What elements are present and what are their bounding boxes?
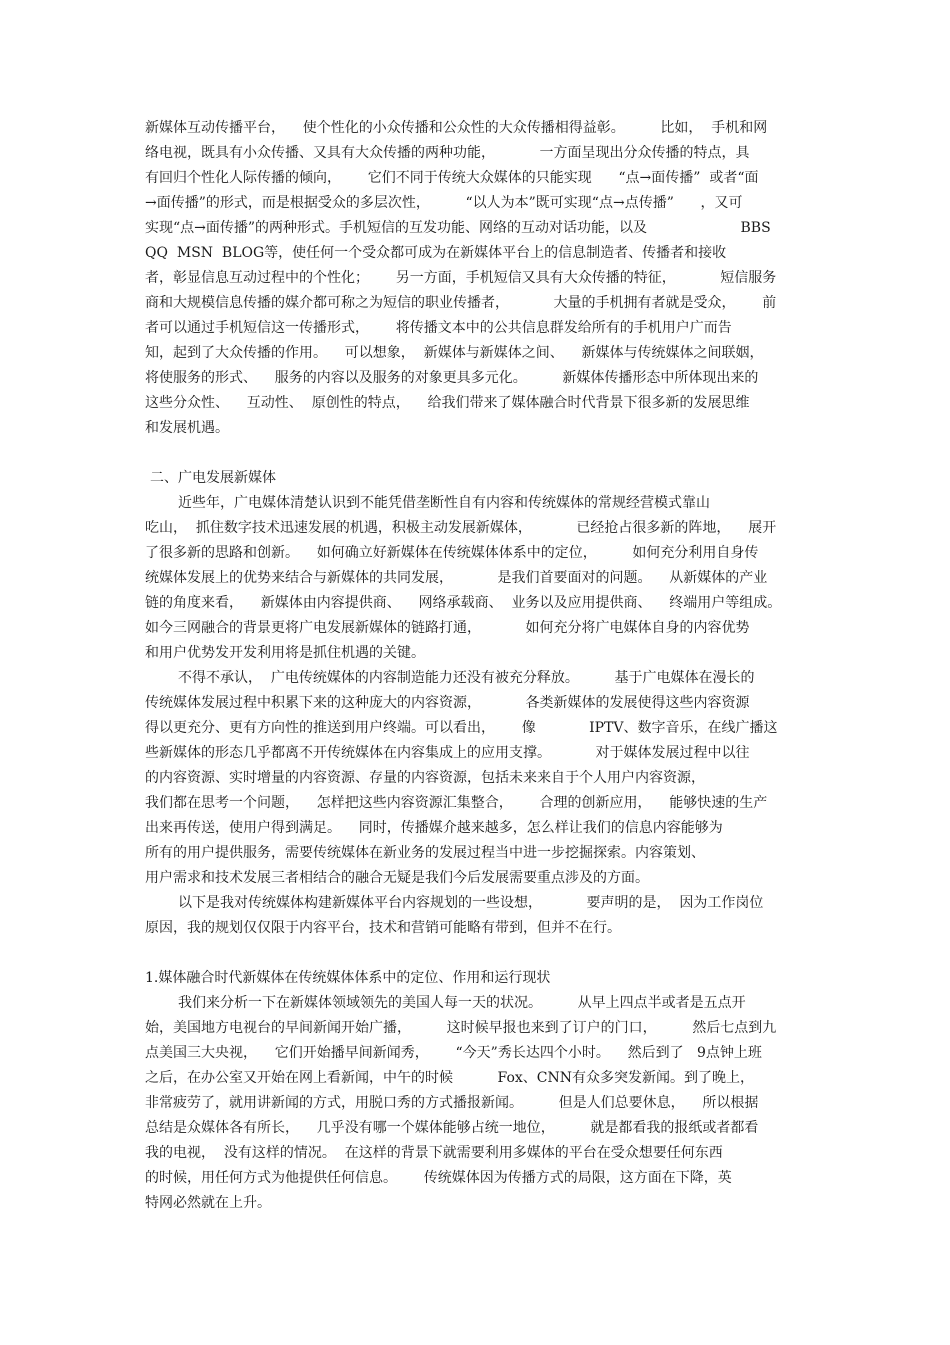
text-line: 了很多新的思路和创新。 如何确立好新媒体在传统媒体体系中的定位， 如何充分利用自身传 xyxy=(145,545,759,561)
text-line: 之后，在办公室又开始在网上看新闻，中午的时候 Fox、CNN有众多突发新闻。到了晚上， xyxy=(145,1070,754,1086)
text-line: 原因，我的规划仅仅限于内容平台，技术和营销可能略有带到，但并不在行。 xyxy=(145,920,621,936)
subsection-heading: 1.媒体融合时代新媒体在传统媒体体系中的定位、作用和运行现状 xyxy=(145,970,551,986)
text-line: 传统媒体发展过程中积累下来的这种庞大的内容资源， 各类新媒体的发展使得这些内容资源 xyxy=(145,695,750,711)
text-line: 得以更充分、更有方向性的推送到用户终端。可以看出， 像 IPTV、数字音乐，在线广播这 xyxy=(145,720,778,736)
text-line: 商和大规模信息传播的媒介都可称之为短信的职业传播者， 大量的手机拥有者就是受众， 前 xyxy=(145,295,777,311)
text-line: 始，美国地方电视台的早间新闻开始广播， 这时候早报也来到了订户的门口， 然后七点到九 xyxy=(145,1020,777,1036)
text-line: 出来再传送，使用户得到满足。 同时，传播媒介越来越多，怎么样让我们的信息内容能够为 xyxy=(145,820,723,836)
section-heading: 二、广电发展新媒体 xyxy=(150,470,276,486)
text-line: 所有的用户提供服务，需要传统媒体在新业务的发展过程当中进一步挖掘探索。内容策划、 xyxy=(145,845,705,861)
text-line: QQ MSN BLOG等，使任何一个受众都可成为在新媒体平台上的信息制造者、传播者和接收 xyxy=(145,245,727,261)
text-line: 些新媒体的形态几乎都离不开传统媒体在内容集成上的应用支撑。 对于媒体发展过程中以往 xyxy=(145,745,750,761)
text-line: 者可以通过手机短信这一传播形式， 将传播文本中的公共信息群发给所有的手机用户广而告 xyxy=(145,320,732,336)
text-line: 者，彰显信息互动过程中的个性化； 另一方面，手机短信又具有大众传播的特征， 短信服务 xyxy=(145,270,777,286)
text-line: →面传播”的形式，而是根据受众的多层次性， “以人为本”既可实现“点→点传播” ，又可 xyxy=(145,195,743,211)
text-line: 以下是我对传统媒体构建新媒体平台内容规划的一些设想， 要声明的是， 因为工作岗位 xyxy=(178,895,764,911)
text-line: 用户需求和技术发展三者相结合的融合无疑是我们今后发展需要重点涉及的方面。 xyxy=(145,870,649,886)
text-line: 总结是众媒体各有所长， 几乎没有哪一个媒体能够占统一地位， 就是都看我的报纸或者都看 xyxy=(145,1120,759,1136)
text-line: 络电视，既具有小众传播、又具有大众传播的两种功能， 一方面呈现出分众传播的特点，具 xyxy=(145,145,750,161)
text-line: 实现“点→面传播”的两种形式。手机短信的互发功能、网络的互动对话功能，以及 BBS xyxy=(145,220,771,236)
text-line: 有回归个性化人际传播的倾向， 它们不同于传统大众媒体的只能实现 “点→面传播” 或者“面 xyxy=(145,170,759,186)
text-line: 知，起到了大众传播的作用。 可以想象， 新媒体与新媒体之间、 新媒体与传统媒体之间联姻， xyxy=(145,345,764,361)
text-line: 的时候，用任何方式为他提供任何信息。 传统媒体因为传播方式的局限，这方面在下降，英 xyxy=(145,1170,732,1186)
text-line: 吃山， 抓住数字技术迅速发展的机遇，积极主动发展新媒体， 已经抢占很多新的阵地， 展开 xyxy=(145,520,777,536)
text-line: 这些分众性、 互动性、 原创性的特点， 给我们带来了媒体融合时代背景下很多新的发展思维 xyxy=(145,395,750,411)
text-line: 如今三网融合的背景更将广电发展新媒体的链路打通， 如何充分将广电媒体自身的内容优势 xyxy=(145,620,750,636)
text-line: 将使服务的形式、 服务的内容以及服务的对象更具多元化。 新媒体传播形态中所体现出来的 xyxy=(145,370,759,386)
text-line: 我的电视， 没有这样的情况。 在这样的背景下就需要利用多媒体的平台在受众想要任何东西 xyxy=(145,1145,723,1161)
text-line: 和发展机遇。 xyxy=(145,420,229,436)
text-line: 和用户优势发开发利用将是抓住机遇的关键。 xyxy=(145,645,425,661)
text-line: 我们来分析一下在新媒体领域领先的美国人每一天的状况。 从早上四点半或者是五点开 xyxy=(178,995,746,1011)
text-line: 非常疲劳了，就用讲新闻的方式，用脱口秀的方式播报新闻。 但是人们总要休息， 所以根据 xyxy=(145,1095,759,1111)
text-line: 我们都在思考一个问题， 怎样把这些内容资源汇集整合， 合理的创新应用， 能够快速的生产 xyxy=(145,795,768,811)
text-line: 统媒体发展上的优势来结合与新媒体的共同发展， 是我们首要面对的问题。 从新媒体的产业 xyxy=(145,570,768,586)
text-line: 不得不承认， 广电传统媒体的内容制造能力还没有被充分释放。 基于广电媒体在漫长的 xyxy=(178,670,755,686)
text-line: 链的角度来看， 新媒体由内容提供商、 网络承载商、 业务以及应用提供商、 终端用户等组成。 xyxy=(145,595,782,611)
text-line: 近些年，广电媒体清楚认识到不能凭借垄断性自有内容和传统媒体的常规经营模式靠山 xyxy=(178,495,710,511)
text-line: 的内容资源、实时增量的内容资源、存量的内容资源，包括未来来自于个人用户内容资源， xyxy=(145,770,705,786)
text-line: 特网必然就在上升。 xyxy=(145,1195,271,1211)
text-line: 新媒体互动传播平台， 使个性化的小众传播和公众性的大众传播相得益彰。 比如， 手机和网 xyxy=(145,120,768,136)
text-line: 点美国三大央视， 它们开始播早间新闻秀， “今天”秀长达四个小时。 然后到了 9点钟上班 xyxy=(145,1045,762,1061)
